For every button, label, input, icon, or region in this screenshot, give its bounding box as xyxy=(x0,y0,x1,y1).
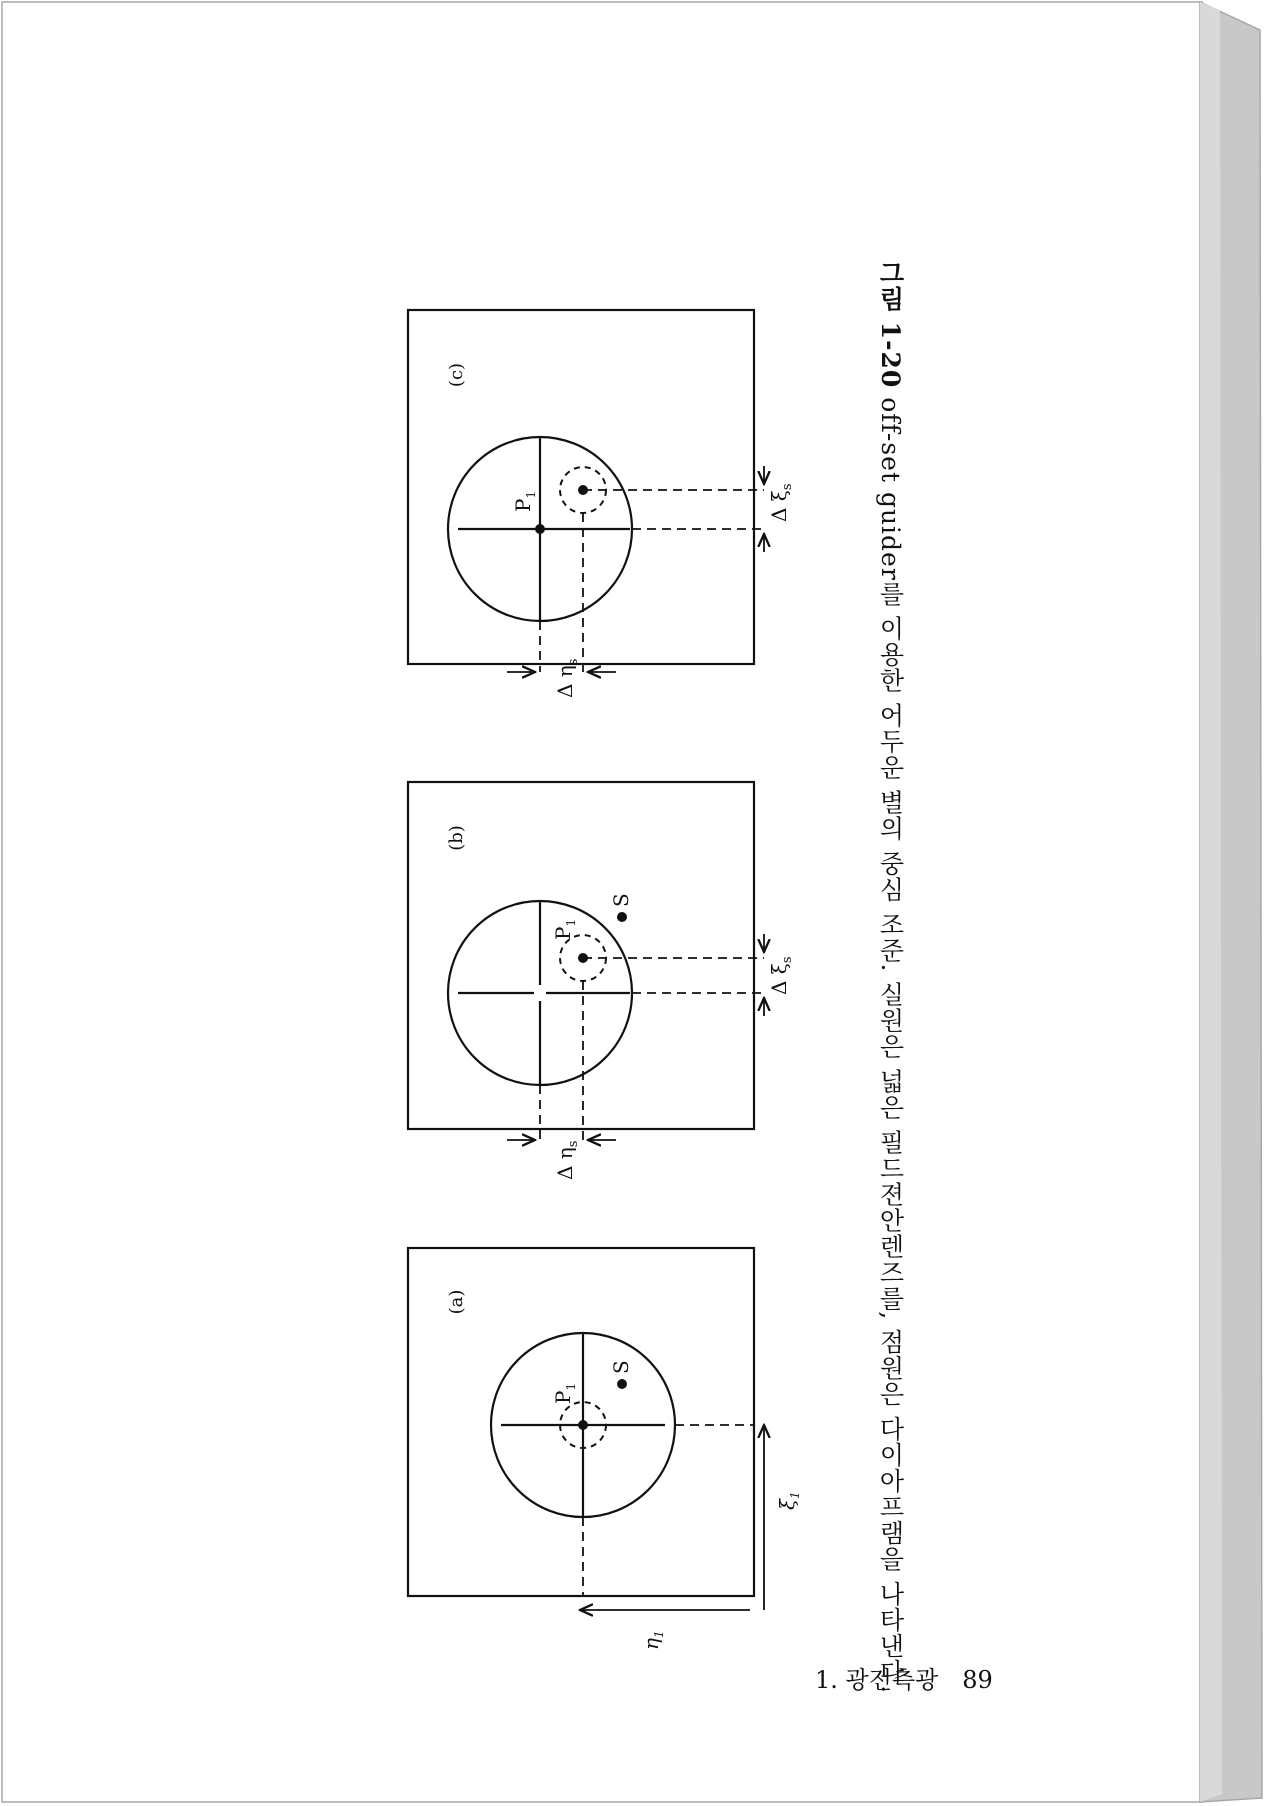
panel-a-p1-label: $P_1$ xyxy=(551,1382,578,1404)
panel-c-p1-label: $P_1$ xyxy=(511,490,538,512)
panel-c-p1-dot xyxy=(535,524,545,534)
panel-b-delta-eta-label: Δ $\eta_s$ xyxy=(553,1140,581,1180)
figure-caption xyxy=(868,260,908,1695)
panel-a-p1-dot xyxy=(578,1420,588,1430)
panel-a-star-label: S xyxy=(609,1360,633,1374)
panel-a-eta-axis-label: $\eta_1$ xyxy=(639,1630,666,1650)
running-head xyxy=(815,1660,1035,1696)
panel-b-label: (b) xyxy=(446,825,467,851)
panel-c-delta-xi-label: Δ $\xi_s$ xyxy=(767,483,795,522)
panel-b-delta-xi-label: Δ $\xi_s$ xyxy=(767,956,795,995)
panel-b-p1-dot xyxy=(578,953,588,963)
panel-b-star-dot xyxy=(617,912,627,922)
panel-a-star-dot xyxy=(617,1379,627,1389)
panel-c-star-dot xyxy=(578,485,588,495)
panel-a-label: (a) xyxy=(446,1289,467,1315)
panel-c-label: (c) xyxy=(446,362,467,388)
panel-b-p1-label: $P_1$ xyxy=(551,918,578,940)
page-number: 89 xyxy=(962,1666,993,1694)
figure-caption-text: off-set guider를 이용한 어두운 별의 중심 조준. 실원은 넓은 필드젼안렌즈를, 점원은 다이아프램을 나타낸다. xyxy=(876,397,905,1695)
chapter-title: 1. 광전측광 xyxy=(815,1666,939,1694)
panel-c-delta-eta-label: Δ $\eta_s$ xyxy=(553,658,581,698)
panel-a-xi-axis-label: $\xi_1$ xyxy=(775,1491,802,1510)
panel-b-star-label: S xyxy=(609,893,633,907)
figure-caption-label: 그림 1-20 xyxy=(876,260,905,389)
